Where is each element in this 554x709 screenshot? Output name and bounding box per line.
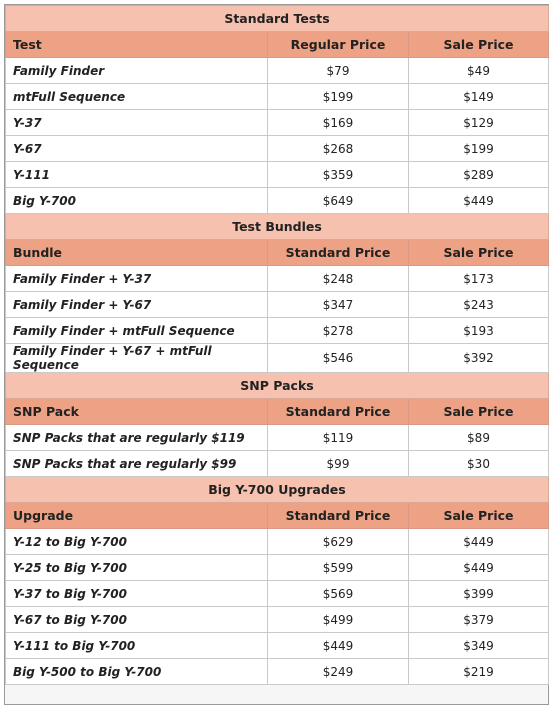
table-row xyxy=(6,607,549,633)
table-row xyxy=(6,659,549,685)
item-price: $649 xyxy=(268,188,409,214)
item-sale-price: $149 xyxy=(409,84,549,110)
item-sale-price: $392 xyxy=(409,344,549,373)
item-price: $499 xyxy=(268,607,409,633)
item-sale-price: $349 xyxy=(409,633,549,659)
item-sale-price: $243 xyxy=(409,292,549,318)
item-name: Family Finder + Y-67 + mtFull Sequence xyxy=(6,344,268,373)
item-sale-price: $449 xyxy=(409,555,549,581)
section-title-row xyxy=(6,373,549,399)
item-sale-price: $449 xyxy=(409,529,549,555)
column-header-sale: Sale Price xyxy=(409,399,549,425)
table-row xyxy=(6,292,549,318)
table-row xyxy=(6,188,549,214)
table-row xyxy=(6,451,549,477)
item-price: $248 xyxy=(268,266,409,292)
column-header-row xyxy=(6,399,549,425)
item-sale-price: $193 xyxy=(409,318,549,344)
table-row xyxy=(6,318,549,344)
item-name: Family Finder + Y-37 xyxy=(6,266,268,292)
column-header-price: Standard Price xyxy=(268,399,409,425)
item-price: $99 xyxy=(268,451,409,477)
item-price: $569 xyxy=(268,581,409,607)
item-sale-price: $129 xyxy=(409,110,549,136)
column-header-price: Standard Price xyxy=(268,240,409,266)
item-name: Y-111 xyxy=(6,162,268,188)
item-price: $249 xyxy=(268,659,409,685)
item-price: $359 xyxy=(268,162,409,188)
item-sale-price: $289 xyxy=(409,162,549,188)
item-sale-price: $219 xyxy=(409,659,549,685)
item-sale-price: $199 xyxy=(409,136,549,162)
table-row xyxy=(6,425,549,451)
table-row xyxy=(6,58,549,84)
item-name: Y-37 to Big Y-700 xyxy=(6,581,268,607)
item-price: $169 xyxy=(268,110,409,136)
item-name: mtFull Sequence xyxy=(6,84,268,110)
table-row xyxy=(6,266,549,292)
section-title-row xyxy=(6,6,549,32)
item-name: Family Finder + Y-67 xyxy=(6,292,268,318)
column-header-row xyxy=(6,503,549,529)
table-row xyxy=(6,555,549,581)
item-price: $449 xyxy=(268,633,409,659)
column-header-name: Test xyxy=(6,32,268,58)
column-header-name: Upgrade xyxy=(6,503,268,529)
table-row xyxy=(6,162,549,188)
section-title-row xyxy=(6,214,549,240)
column-header-row xyxy=(6,240,549,266)
item-price: $629 xyxy=(268,529,409,555)
column-header-price: Standard Price xyxy=(268,503,409,529)
column-header-sale: Sale Price xyxy=(409,503,549,529)
column-header-name: Bundle xyxy=(6,240,268,266)
item-price: $79 xyxy=(268,58,409,84)
item-sale-price: $89 xyxy=(409,425,549,451)
pricing-table-body xyxy=(6,6,549,685)
item-price: $199 xyxy=(268,84,409,110)
item-sale-price: $379 xyxy=(409,607,549,633)
item-name: Y-67 to Big Y-700 xyxy=(6,607,268,633)
pricing-table xyxy=(5,5,549,685)
item-price: $268 xyxy=(268,136,409,162)
item-name: Big Y-500 to Big Y-700 xyxy=(6,659,268,685)
column-header-sale: Sale Price xyxy=(409,240,549,266)
item-price: $546 xyxy=(268,344,409,373)
column-header-name: SNP Pack xyxy=(6,399,268,425)
table-row xyxy=(6,633,549,659)
table-row xyxy=(6,529,549,555)
table-row xyxy=(6,110,549,136)
item-name: Y-111 to Big Y-700 xyxy=(6,633,268,659)
item-name: Family Finder + mtFull Sequence xyxy=(6,318,268,344)
item-name: SNP Packs that are regularly $99 xyxy=(6,451,268,477)
item-price: $347 xyxy=(268,292,409,318)
section-title: Standard Tests xyxy=(6,6,549,32)
table-row xyxy=(6,84,549,110)
item-sale-price: $449 xyxy=(409,188,549,214)
item-name: Y-37 xyxy=(6,110,268,136)
table-row xyxy=(6,136,549,162)
item-name: Y-67 xyxy=(6,136,268,162)
item-name: Y-25 to Big Y-700 xyxy=(6,555,268,581)
item-price: $119 xyxy=(268,425,409,451)
item-name: Family Finder xyxy=(6,58,268,84)
item-sale-price: $399 xyxy=(409,581,549,607)
column-header-price: Regular Price xyxy=(268,32,409,58)
item-price: $599 xyxy=(268,555,409,581)
item-sale-price: $173 xyxy=(409,266,549,292)
item-name: Big Y-700 xyxy=(6,188,268,214)
table-row xyxy=(6,344,549,373)
pricing-table-container xyxy=(4,4,549,705)
section-title: Test Bundles xyxy=(6,214,549,240)
table-row xyxy=(6,581,549,607)
item-sale-price: $30 xyxy=(409,451,549,477)
section-title: SNP Packs xyxy=(6,373,549,399)
item-name: Y-12 to Big Y-700 xyxy=(6,529,268,555)
item-price: $278 xyxy=(268,318,409,344)
column-header-sale: Sale Price xyxy=(409,32,549,58)
section-title-row xyxy=(6,477,549,503)
section-title: Big Y-700 Upgrades xyxy=(6,477,549,503)
item-name: SNP Packs that are regularly $119 xyxy=(6,425,268,451)
item-sale-price: $49 xyxy=(409,58,549,84)
column-header-row xyxy=(6,32,549,58)
